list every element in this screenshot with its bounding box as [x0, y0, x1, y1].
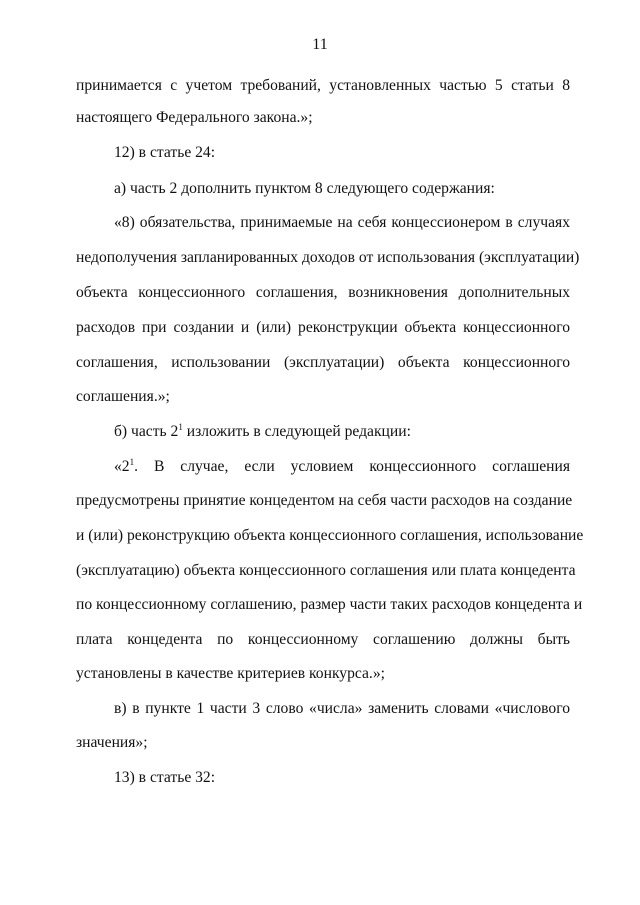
text-line: [114, 422, 570, 442]
list-item-heading: 13) в статье 32:: [114, 769, 216, 786]
text-line: расходов при создании и (или) реконструкции объекта концессионного: [76, 319, 570, 336]
text-line: (эксплуатацию) объекта концессионного соглашения или плата концедента: [76, 562, 576, 579]
superscript: 1: [129, 457, 135, 467]
text-fragment: . В случае, если условием концессионного соглашения: [134, 458, 570, 475]
text-line: предусмотрены принятие концедентом на себя части расходов на создание: [76, 492, 573, 509]
page-number: 11: [312, 36, 328, 53]
text-line: недополучения запланированных доходов от использования (эксплуатации): [76, 249, 580, 266]
text-fragment: «2: [114, 458, 130, 475]
text-line: принимается с учетом требований, установленных частью 5 статьи 8: [76, 77, 570, 94]
text-line: объекта концессионного соглашения, возникновения дополнительных: [76, 284, 570, 301]
text-fragment: б) часть 2: [114, 423, 179, 440]
list-item-heading: 12) в статье 24:: [114, 144, 216, 161]
text-line: соглашения.»;: [76, 388, 170, 405]
text-line: значения»;: [76, 734, 148, 751]
text-line: по концессионному соглашению, размер части таких расходов концедента и: [76, 596, 583, 613]
text-line: а) часть 2 дополнить пунктом 8 следующего содержания:: [114, 180, 495, 197]
text-line: в) в пункте 1 части 3 слово «числа» заменить словами «числового: [114, 700, 570, 717]
text-line: [114, 457, 570, 477]
text-line: и (или) реконструкцию объекта концессионного соглашения, использование: [76, 527, 584, 544]
text-line: настоящего Федерального закона.»;: [76, 109, 313, 126]
text-line: «8) обязательства, принимаемые на себя концессионером в случаях: [114, 214, 570, 231]
text-fragment: изложить в следующей редакции:: [182, 423, 411, 440]
text-line: установлены в качестве критериев конкурса.»;: [76, 665, 385, 682]
text-line: плата концедента по концессионному соглашению должны быть: [76, 631, 570, 648]
text-line: соглашения, использовании (эксплуатации) объекта концессионного: [76, 354, 570, 371]
superscript: 1: [178, 422, 183, 432]
